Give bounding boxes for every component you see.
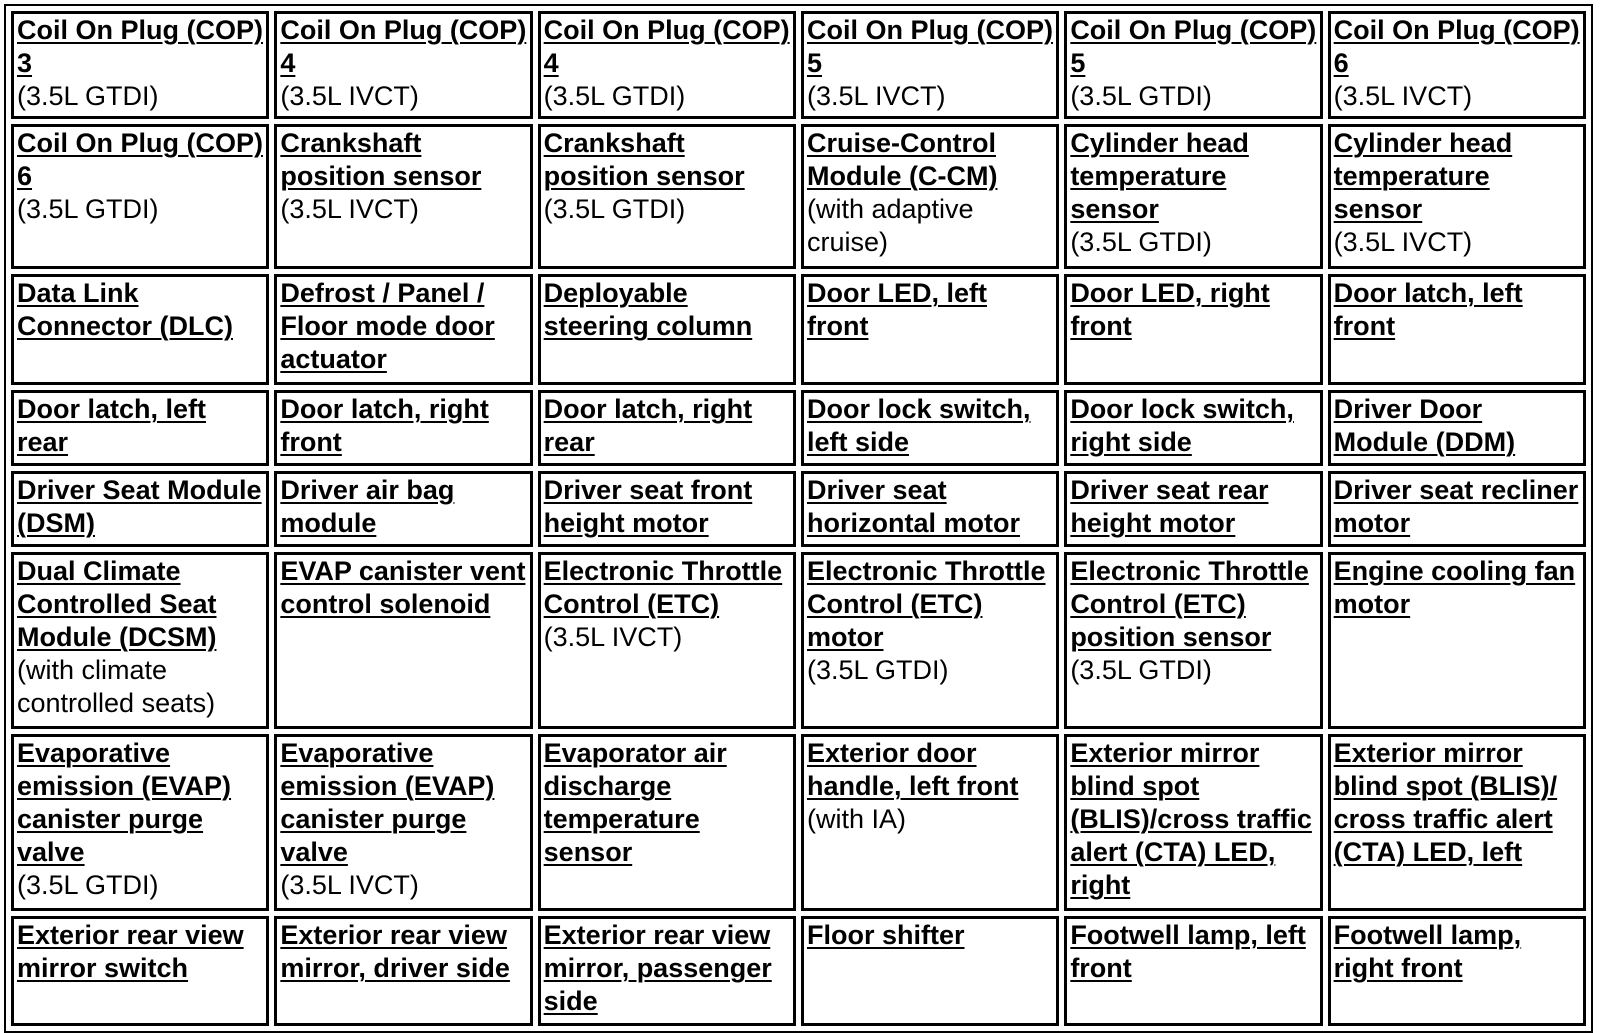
component-note: (3.5L GTDI) bbox=[1070, 227, 1212, 257]
component-note: (3.5L GTDI) bbox=[543, 81, 686, 111]
component-link[interactable]: Coil On Plug (COP) 6 bbox=[17, 128, 263, 191]
component-link[interactable]: Door latch, left rear bbox=[17, 394, 207, 457]
component-link[interactable]: Driver seat front height motor bbox=[543, 475, 753, 538]
component-link[interactable]: Door latch, right front bbox=[280, 394, 489, 457]
component-link[interactable]: Driver seat rear height motor bbox=[1070, 475, 1269, 538]
component-note: (3.5L IVCT) bbox=[1333, 227, 1473, 257]
table-cell bbox=[1064, 734, 1322, 911]
table-cell bbox=[538, 11, 796, 119]
table-cell bbox=[538, 274, 796, 385]
component-link[interactable]: Crankshaft position sensor bbox=[280, 128, 482, 191]
component-link[interactable]: Evaporator air discharge temperature sensor bbox=[543, 738, 727, 867]
table-cell bbox=[801, 11, 1059, 119]
component-note: (3.5L IVCT) bbox=[543, 622, 683, 652]
table-cell bbox=[1064, 390, 1322, 466]
component-link[interactable]: Driver seat horizontal motor bbox=[806, 475, 1020, 538]
component-link[interactable]: Door LED, left front bbox=[806, 278, 987, 341]
table-cell bbox=[538, 390, 796, 466]
component-link[interactable]: Evaporative emission (EVAP) canister purge valve bbox=[17, 738, 232, 867]
table-cell bbox=[274, 916, 532, 1026]
table-cell bbox=[801, 552, 1059, 729]
component-location-table bbox=[4, 4, 1593, 1033]
table-cell bbox=[11, 734, 269, 911]
table-cell bbox=[538, 124, 796, 269]
component-link[interactable]: EVAP canister vent control solenoid bbox=[280, 556, 526, 619]
component-note: (3.5L IVCT) bbox=[1333, 81, 1473, 111]
component-note: (3.5L IVCT) bbox=[280, 194, 419, 224]
table-cell bbox=[274, 11, 532, 119]
component-link[interactable]: Door latch, left front bbox=[1333, 278, 1523, 341]
table-cell bbox=[1064, 124, 1322, 269]
component-link[interactable]: Cylinder head temperature sensor bbox=[1333, 128, 1513, 224]
table-cell bbox=[1328, 471, 1586, 547]
component-link[interactable]: Data Link Connector (DLC) bbox=[17, 278, 233, 341]
table-cell bbox=[538, 471, 796, 547]
table-cell bbox=[1064, 552, 1322, 729]
component-link[interactable]: Exterior rear view mirror, driver side bbox=[280, 920, 510, 983]
component-note: (with IA) bbox=[806, 804, 906, 834]
table-row bbox=[11, 552, 1586, 729]
table-cell bbox=[801, 916, 1059, 1026]
table-cell bbox=[11, 124, 269, 269]
component-link[interactable]: Defrost / Panel / Floor mode door actuator bbox=[280, 278, 495, 374]
component-link[interactable]: Exterior mirror blind spot (BLIS)/ cross traffic alert (CTA) LED, left bbox=[1333, 738, 1558, 867]
component-link[interactable]: Door LED, right front bbox=[1070, 278, 1270, 341]
component-link[interactable]: Footwell lamp, left front bbox=[1070, 920, 1306, 983]
component-link[interactable]: Door lock switch, right side bbox=[1070, 394, 1294, 457]
table-cell bbox=[11, 11, 269, 119]
component-link[interactable]: Driver Seat Module (DSM) bbox=[17, 475, 262, 538]
component-link[interactable]: Coil On Plug (COP) 5 bbox=[1070, 15, 1317, 78]
table-cell bbox=[538, 734, 796, 911]
table-cell bbox=[274, 274, 532, 385]
component-link[interactable]: Coil On Plug (COP) 5 bbox=[806, 15, 1053, 78]
component-note: (3.5L GTDI) bbox=[1070, 655, 1212, 685]
component-link[interactable]: Coil On Plug (COP) 3 bbox=[17, 15, 263, 78]
table-cell bbox=[1328, 11, 1586, 119]
table-cell bbox=[1328, 390, 1586, 466]
component-note: (with adaptive cruise) bbox=[806, 194, 974, 257]
table-row bbox=[11, 124, 1586, 269]
table-cell bbox=[1328, 274, 1586, 385]
table-cell bbox=[274, 552, 532, 729]
table-cell bbox=[1328, 916, 1586, 1026]
component-link[interactable]: Engine cooling fan motor bbox=[1333, 556, 1576, 619]
component-link[interactable]: Driver air bag module bbox=[280, 475, 455, 538]
component-note: (3.5L GTDI) bbox=[17, 81, 159, 111]
table-cell bbox=[801, 274, 1059, 385]
component-note: (3.5L GTDI) bbox=[1070, 81, 1212, 111]
component-link[interactable]: Exterior rear view mirror, passenger side bbox=[543, 920, 772, 1016]
component-link[interactable]: Driver Door Module (DDM) bbox=[1333, 394, 1516, 457]
component-link[interactable]: Electronic Throttle Control (ETC) motor bbox=[806, 556, 1046, 652]
table-cell bbox=[538, 916, 796, 1026]
component-link[interactable]: Coil On Plug (COP) 6 bbox=[1333, 15, 1580, 78]
table-cell bbox=[11, 471, 269, 547]
table-cell bbox=[274, 390, 532, 466]
table-cell bbox=[1064, 274, 1322, 385]
component-note: (with climate controlled seats) bbox=[17, 655, 216, 718]
table-cell bbox=[801, 390, 1059, 466]
component-link[interactable]: Coil On Plug (COP) 4 bbox=[543, 15, 790, 78]
table-cell bbox=[11, 274, 269, 385]
component-note: (3.5L GTDI) bbox=[543, 194, 686, 224]
component-link[interactable]: Exterior door handle, left front bbox=[806, 738, 1019, 801]
table-cell bbox=[11, 390, 269, 466]
table-cell bbox=[11, 552, 269, 729]
component-note: (3.5L IVCT) bbox=[280, 870, 419, 900]
component-link[interactable]: Evaporative emission (EVAP) canister purge valve bbox=[280, 738, 495, 867]
table-cell bbox=[1064, 916, 1322, 1026]
component-link[interactable]: Footwell lamp, right front bbox=[1333, 920, 1522, 983]
table-body bbox=[11, 11, 1586, 1026]
table-row bbox=[11, 734, 1586, 911]
component-link[interactable]: Cylinder head temperature sensor bbox=[1070, 128, 1249, 224]
component-link[interactable]: Crankshaft position sensor bbox=[543, 128, 745, 191]
component-link[interactable]: Door latch, right rear bbox=[543, 394, 753, 457]
component-link[interactable]: Door lock switch, left side bbox=[806, 394, 1031, 457]
component-note: (3.5L IVCT) bbox=[280, 81, 419, 111]
table-row bbox=[11, 390, 1586, 466]
component-link[interactable]: Dual Climate Controlled Seat Module (DCSM) bbox=[17, 556, 217, 652]
table-cell bbox=[801, 734, 1059, 911]
component-link[interactable]: Deployable steering column bbox=[543, 278, 753, 341]
component-link[interactable]: Driver seat recliner motor bbox=[1333, 475, 1579, 538]
component-note: (3.5L GTDI) bbox=[17, 870, 159, 900]
table-cell bbox=[801, 124, 1059, 269]
component-link[interactable]: Exterior rear view mirror switch bbox=[17, 920, 244, 983]
table-cell bbox=[801, 471, 1059, 547]
table-row bbox=[11, 11, 1586, 119]
table-row bbox=[11, 916, 1586, 1026]
table-cell bbox=[1064, 471, 1322, 547]
component-note: (3.5L GTDI) bbox=[806, 655, 949, 685]
table-cell bbox=[1328, 124, 1586, 269]
component-link[interactable]: Coil On Plug (COP) 4 bbox=[280, 15, 527, 78]
component-note: (3.5L GTDI) bbox=[17, 194, 159, 224]
table-row bbox=[11, 274, 1586, 385]
component-note: (3.5L IVCT) bbox=[806, 81, 946, 111]
table-cell bbox=[1328, 734, 1586, 911]
component-link[interactable]: Cruise-Control Module (C-CM) bbox=[806, 128, 998, 191]
table-row bbox=[11, 471, 1586, 547]
component-link[interactable]: Exterior mirror blind spot (BLIS)/cross traffic alert (CTA) LED, right bbox=[1070, 738, 1312, 900]
component-link[interactable]: Electronic Throttle Control (ETC) bbox=[543, 556, 783, 619]
table-cell bbox=[538, 552, 796, 729]
table-cell bbox=[274, 124, 532, 269]
table-cell bbox=[274, 734, 532, 911]
component-link[interactable]: Electronic Throttle Control (ETC) position sensor bbox=[1070, 556, 1309, 652]
table-cell bbox=[1064, 11, 1322, 119]
component-link[interactable]: Floor shifter bbox=[806, 920, 965, 950]
table-cell bbox=[274, 471, 532, 547]
table-cell bbox=[1328, 552, 1586, 729]
table-cell bbox=[11, 916, 269, 1026]
